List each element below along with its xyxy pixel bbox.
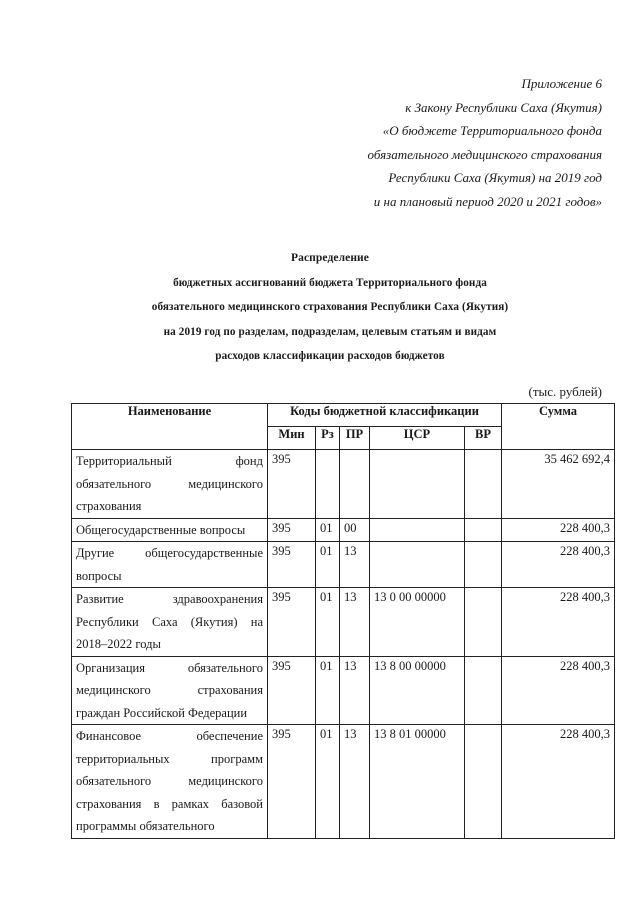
cell-csr: 13 8 01 00000 (370, 725, 465, 839)
table-header-row (72, 404, 615, 427)
cell-pr: 13 (340, 725, 370, 839)
appendix-line: Приложение 6 (521, 76, 602, 91)
cell-sum: 228 400,3 (502, 725, 615, 839)
cell-pr: 13 (340, 542, 370, 588)
cell-rz: 01 (316, 725, 340, 839)
title-line: бюджетных ассигнований бюджета Территориального фонда (173, 276, 487, 289)
cell-vr (465, 725, 502, 839)
cell-name: Развитие здравоохранения Республики Саха (Якутия) на 2018–2022 годы (72, 588, 268, 657)
cell-pr: 13 (340, 588, 370, 657)
budget-table (71, 403, 615, 839)
cell-sum: 228 400,3 (502, 588, 615, 657)
cell-sum: 35 462 692,4 (502, 450, 615, 519)
header-vr: ВР (465, 427, 502, 450)
cell-min: 395 (268, 542, 316, 588)
cell-vr (465, 588, 502, 657)
appendix-line: к Закону Республики Саха (Якутия) (405, 99, 602, 115)
cell-min: 395 (268, 725, 316, 839)
header-csr: ЦСР (370, 427, 465, 450)
cell-min: 395 (268, 588, 316, 657)
header-codes: Коды бюджетной классификации (268, 404, 502, 427)
cell-csr (370, 518, 465, 542)
header-pr: ПР (340, 427, 370, 450)
header-min: Мин (268, 427, 316, 450)
table-row (72, 450, 615, 519)
table-row (72, 542, 615, 588)
header-sum: Сумма (502, 404, 615, 450)
cell-csr: 13 8 00 00000 (370, 656, 465, 725)
cell-sum: 228 400,3 (502, 656, 615, 725)
cell-vr (465, 518, 502, 542)
cell-name: Финансовое обеспечение территориальных программ обязательного медицинского страхования в рамках базовой программы обязательного (72, 725, 268, 839)
appendix-line: «О бюджете Территориального фонда (382, 123, 602, 138)
cell-rz (316, 450, 340, 519)
appendix-note (282, 72, 602, 213)
document-title (40, 246, 620, 369)
appendix-line: Республики Саха (Якутия) на 2019 год (388, 170, 602, 185)
cell-min: 395 (268, 656, 316, 725)
units-label: (тыс. рублей) (528, 384, 602, 399)
cell-sum: 228 400,3 (502, 518, 615, 542)
header-name: Наименование (72, 404, 268, 450)
cell-vr (465, 542, 502, 588)
cell-min: 395 (268, 518, 316, 542)
table-row (72, 518, 615, 542)
cell-name: Общегосударственные вопросы (72, 518, 268, 542)
cell-name: Территориальный фонд обязательного медицинского страхования (72, 450, 268, 519)
cell-vr (465, 656, 502, 725)
cell-pr (340, 450, 370, 519)
table-row (72, 656, 615, 725)
cell-rz: 01 (316, 588, 340, 657)
cell-csr (370, 542, 465, 588)
table-row (72, 725, 615, 839)
header-rz: Рз (316, 427, 340, 450)
cell-pr: 13 (340, 656, 370, 725)
cell-min: 395 (268, 450, 316, 519)
cell-rz: 01 (316, 542, 340, 588)
cell-name: Другие общегосударственные вопросы (72, 542, 268, 588)
title-line: Распределение (291, 252, 369, 264)
title-line: на 2019 год по разделам, подразделам, целевым статьям и видам (163, 325, 497, 338)
cell-rz: 01 (316, 656, 340, 725)
cell-csr (370, 450, 465, 519)
appendix-line: обязательного медицинского страхования (367, 146, 602, 162)
title-line: расходов классификации расходов бюджетов (215, 350, 445, 362)
title-line: обязательного медицинского страхования Республики Саха (Якутия) (151, 301, 509, 313)
cell-rz: 01 (316, 518, 340, 542)
appendix-line: и на плановый период 2020 и 2021 годов» (373, 193, 602, 209)
cell-csr: 13 0 00 00000 (370, 588, 465, 657)
cell-pr: 00 (340, 518, 370, 542)
table-row (72, 588, 615, 657)
cell-sum: 228 400,3 (502, 542, 615, 588)
cell-vr (465, 450, 502, 519)
cell-name: Организация обязательного медицинского страхования граждан Российской Федерации (72, 656, 268, 725)
